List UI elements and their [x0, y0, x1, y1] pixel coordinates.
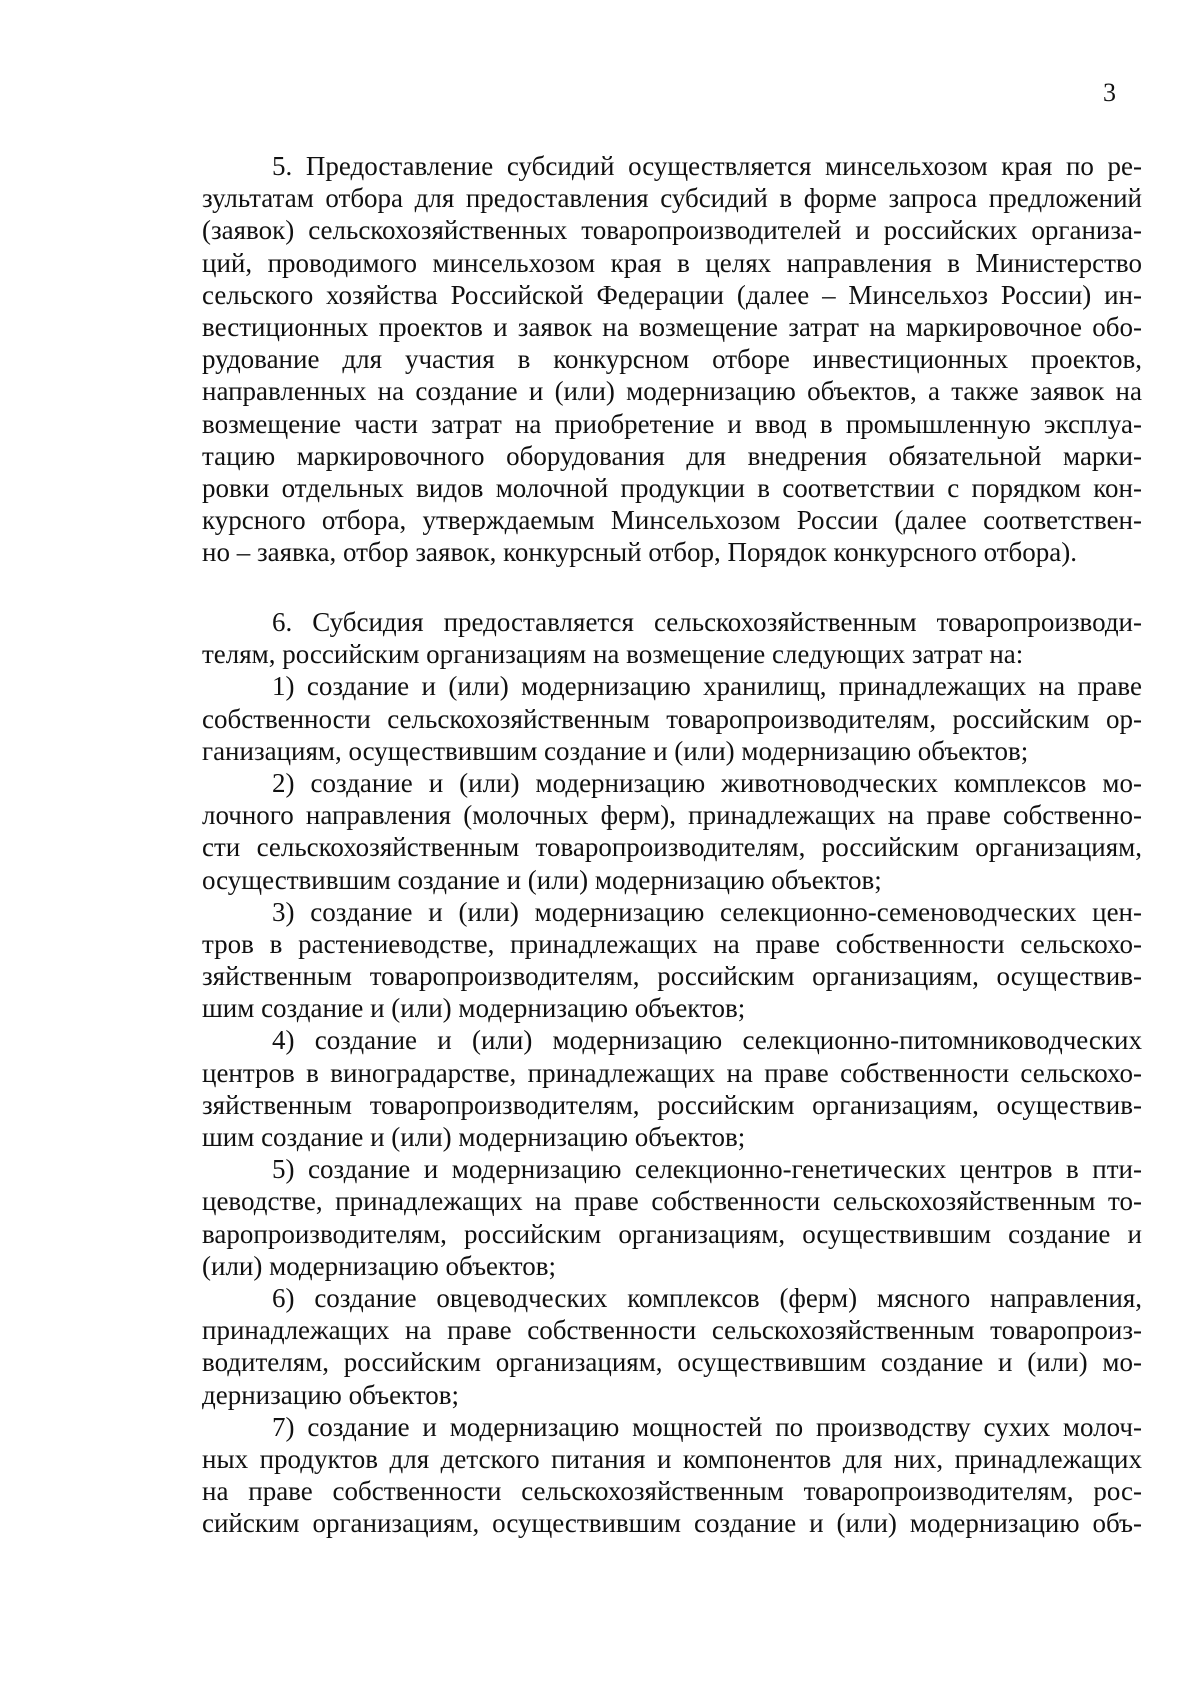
- list-item-6-line: принадлежащих на праве собственности сельскохозяйственным товаропроиз-: [202, 1315, 1142, 1346]
- paragraph-line: 6. Субсидия предоставляется сельскохозяйственным товаропроизводи-: [272, 607, 1142, 637]
- list-item-2-line: лочного направления (молочных ферм), принадлежащих на праве собственно-: [202, 800, 1142, 831]
- paragraph-5: [202, 150, 1142, 568]
- paragraph-line: направленных на создание и (или) модернизацию объектов, а также заявок на: [202, 376, 1142, 407]
- list-item-3-line: тров в растениеводстве, принадлежащих на праве собственности сельскохо-: [202, 928, 1142, 959]
- paragraph-line: ций, проводимого минсельхозом края в целях направления в Министерство: [202, 247, 1142, 278]
- list-item-4-line: центров в виноградарстве, принадлежащих на праве собственности сельскохо-: [202, 1057, 1142, 1088]
- list-item-7-line: сийским организациям, осуществившим создание и (или) модернизацию объ-: [202, 1508, 1142, 1539]
- paragraph-line: возмещение части затрат на приобретение и ввод в промышленную эксплуа-: [202, 408, 1142, 439]
- page-number: 3: [1103, 78, 1116, 107]
- paragraph-line: 5. Предоставление субсидий осуществляется минсельхозом края по ре-: [272, 151, 1142, 181]
- paragraph-line: сельского хозяйства Российской Федерации (далее – Минсельхоз России) ин-: [202, 279, 1142, 310]
- paragraph-6: [202, 606, 1142, 1539]
- list-item-6-line: водителям, российским организациям, осуществившим создание и (или) мо-: [202, 1347, 1142, 1378]
- list-item-5-line: 5) создание и модернизацию селекционно-генетических центров в пти-: [272, 1154, 1142, 1185]
- paragraph-line: курсного отбора, утверждаемым Минсельхозом России (далее соответствен-: [202, 505, 1142, 536]
- list-item-5-line: варопроизводителям, российским организациям, осуществившим создание и: [202, 1218, 1142, 1249]
- paragraph-line: ровки отдельных видов молочной продукции в соответствии с порядком кон-: [202, 472, 1142, 503]
- list-item-7-line: ных продуктов для детского питания и компонентов для них, принадлежащих: [202, 1443, 1142, 1474]
- list-item-3-line: 3) создание и (или) модернизацию селекционно-семеноводческих цен-: [272, 896, 1142, 927]
- list-item-5-line: (или) модернизацию объектов;: [202, 1250, 556, 1281]
- paragraph-line: телям, российским организациям на возмещение следующих затрат на:: [202, 639, 1024, 670]
- list-item-3-line: шим создание и (или) модернизацию объектов;: [202, 993, 746, 1024]
- list-item-2-line: осуществившим создание и (или) модернизацию объектов;: [202, 864, 882, 895]
- list-item-4-line: зяйственным товаропроизводителям, российским организациям, осуществив-: [202, 1089, 1142, 1120]
- list-item-7-line: 7) создание и модернизацию мощностей по производству сухих молоч-: [272, 1411, 1142, 1442]
- list-item-4-line: шим создание и (или) модернизацию объектов;: [202, 1122, 746, 1152]
- list-item-4-line: 4) создание и (или) модернизацию селекционно-питомниководческих: [272, 1025, 1142, 1056]
- list-item-1-line: собственности сельскохозяйственным товаропроизводителям, российским ор-: [202, 703, 1142, 734]
- paragraph-line: рудование для участия в конкурсном отборе инвестиционных проектов,: [202, 344, 1142, 375]
- list-item-6-line: 6) создание овцеводческих комплексов (ферм) мясного направления,: [272, 1282, 1142, 1313]
- paragraph-line: но – заявка, отбор заявок, конкурсный отбор, Порядок конкурсного отбора).: [202, 537, 1077, 568]
- paragraph-line: тацию маркировочного оборудования для внедрения обязательной марки-: [202, 440, 1142, 471]
- list-item-1-line: ганизациям, осуществившим создание и (или) модернизацию объектов;: [202, 735, 1029, 766]
- paragraph-line: вестиционных проектов и заявок на возмещение затрат на маркировочное обо-: [202, 311, 1142, 342]
- list-item-2-line: сти сельскохозяйственным товаропроизводителям, российским организациям,: [202, 832, 1142, 863]
- list-item-3-line: зяйственным товаропроизводителям, российским организациям, осуществив-: [202, 961, 1142, 992]
- paragraph-line: (заявок) сельскохозяйственных товаропроизводителей и российских организа-: [202, 215, 1142, 246]
- list-item-6-line: дернизацию объектов;: [202, 1379, 460, 1410]
- list-item-5-line: цеводстве, принадлежащих на праве собственности сельскохозяйственным то-: [202, 1186, 1142, 1217]
- paragraph-line: зультатам отбора для предоставления субсидий в форме запроса предложений: [202, 183, 1142, 214]
- list-item-2-line: 2) создание и (или) модернизацию животноводческих комплексов мо-: [272, 767, 1142, 798]
- list-item-1-line: 1) создание и (или) модернизацию хранилищ, принадлежащих на праве: [272, 671, 1142, 702]
- list-item-7-line: на праве собственности сельскохозяйственным товаропроизводителям, рос-: [202, 1476, 1142, 1507]
